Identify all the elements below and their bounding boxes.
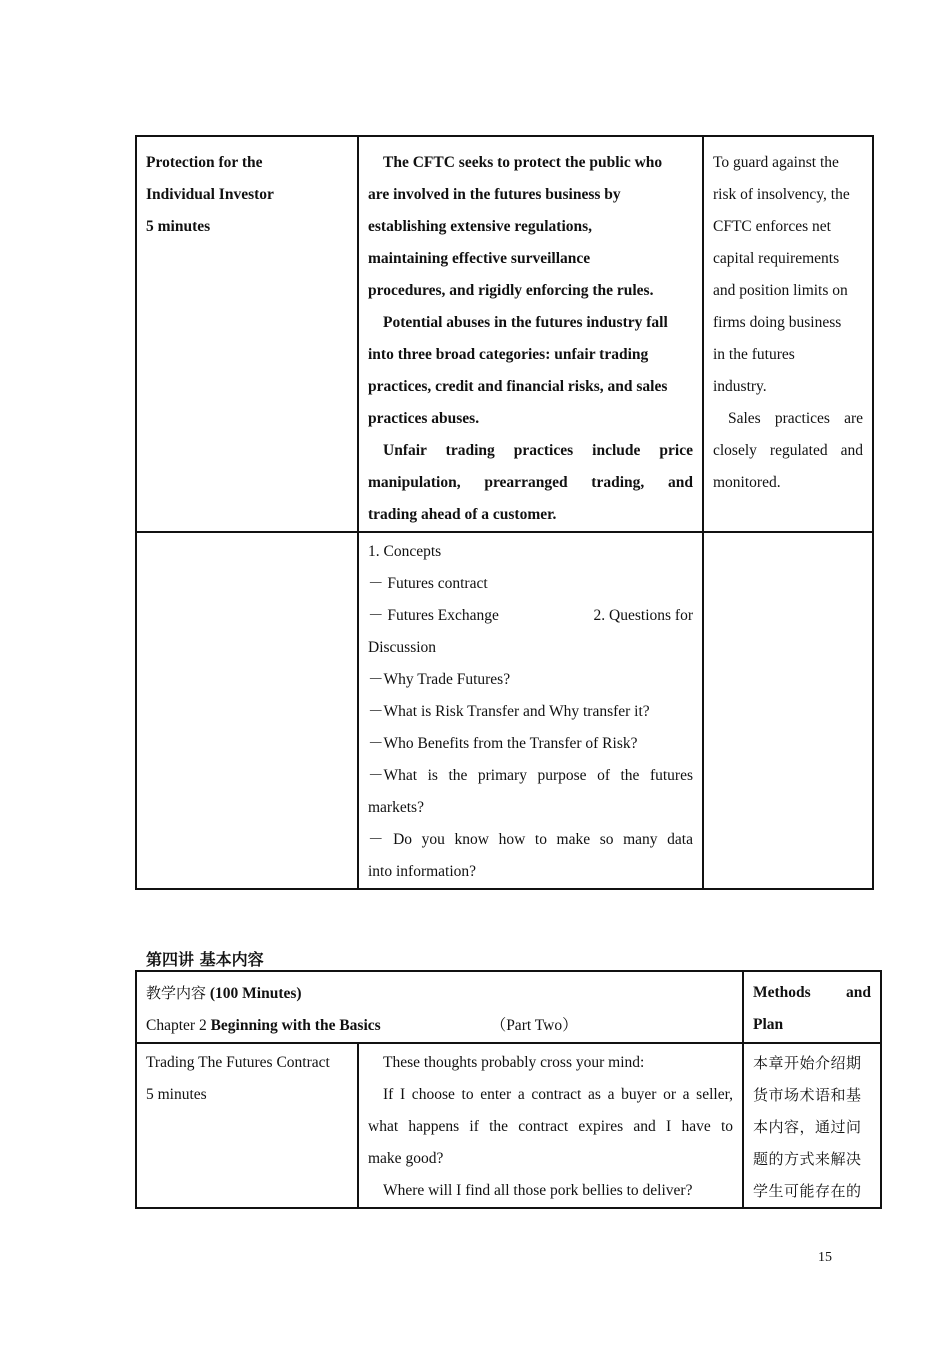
methods-line: 货市场术语和基 [753,1086,862,1104]
lesson-table-1 [135,135,874,890]
methods-line: Sales practices are [728,410,863,427]
methods-line: 学生可能存在的 [753,1182,862,1200]
methods-cell [703,136,873,532]
content-line: what happens if the contract expires and I have to [368,1118,733,1135]
page-number: 15 [818,1250,832,1265]
topic-title: Trading The Futures Contract [146,1054,330,1071]
content-line: maintaining effective surveillance [368,250,591,267]
lesson-table-2 [135,970,882,1209]
content-line: manipulation, prearranged trading, and [368,474,693,491]
methods-line: 本章开始介绍期 [753,1054,862,1072]
content-line: Unfair trading practices include price [383,442,693,459]
chapter-title: Chapter 2 Beginning with the Basics （Part Two） [146,1017,578,1034]
question-item: － Do you know how to make so many data [368,831,693,848]
header-content-cell [136,971,743,1043]
list-item: － Futures contract [368,575,488,592]
content-line: are involved in the futures business by [368,186,621,203]
list-item-text: 2. Questions for [593,607,693,624]
section-heading: 第四讲 基本内容 [146,950,264,969]
plan-header: Plan [753,1016,784,1033]
methods-line: CFTC enforces net [713,218,831,235]
content-cell [358,532,703,889]
topic-cell [136,1043,358,1208]
topic-cell [136,136,358,532]
teaching-content-label: 教学内容 (100 Minutes) [146,984,302,1002]
topic-cell [136,532,358,889]
content-line: practices, credit and financial risks, and sales [368,378,668,395]
methods-line: risk of insolvency, the [713,186,850,203]
content-line: These thoughts probably cross your mind: [383,1054,645,1071]
question-item: markets? [368,799,424,816]
question-item: －Who Benefits from the Transfer of Risk? [368,735,638,752]
topic-duration: 5 minutes [146,1086,207,1103]
methods-line: To guard against the [713,154,839,171]
question-item: into information? [368,863,477,880]
methods-cell [703,532,873,889]
content-line: make good? [368,1150,444,1167]
header-methods-cell [743,971,881,1043]
content-line: establishing extensive regulations, [368,218,593,235]
content-line: If I choose to enter a contract as a buyer or a seller, [383,1086,733,1103]
content-line: procedures, and rigidly enforcing the rules. [368,282,654,299]
methods-line: 题的方式来解决 [753,1150,862,1168]
content-line: trading ahead of a customer. [368,506,557,523]
list-item [368,600,693,632]
list-item-text: － Futures Exchange [368,607,499,624]
question-item: －What is Risk Transfer and Why transfer it? [368,703,650,720]
methods-line: 本内容，通过问 [753,1118,862,1136]
content-line: practices abuses. [368,410,480,427]
table-row [136,532,873,889]
content-cell [358,136,703,532]
methods-line: closely regulated and [713,442,863,459]
methods-line: industry. [713,378,767,395]
content-line: Where will I find all those pork bellies to deliver? [383,1182,693,1199]
list-item: Discussion [368,639,437,656]
content-line: The CFTC seeks to protect the public who [383,154,663,171]
concepts-heading: 1. Concepts [368,543,442,560]
question-item: －What is the primary purpose of the futures [368,767,693,784]
topic-title-line: Protection for the [146,154,263,171]
question-item: －Why Trade Futures? [368,671,511,688]
methods-cell [743,1043,881,1208]
methods-line: and position limits on [713,282,848,299]
table-row [136,1043,881,1208]
methods-line: capital requirements [713,250,840,267]
table-row [136,136,873,532]
methods-header: Methods and [753,984,871,1001]
content-line: into three broad categories: unfair trading [368,346,649,363]
methods-line: in the futures [713,346,795,363]
topic-duration: 5 minutes [146,218,211,235]
methods-line: monitored. [713,474,781,491]
topic-title-line: Individual Investor [146,186,274,203]
methods-line: firms doing business [713,314,842,331]
content-line: Potential abuses in the futures industry fall [383,314,668,331]
table-header-row [136,971,881,1043]
content-cell [358,1043,743,1208]
